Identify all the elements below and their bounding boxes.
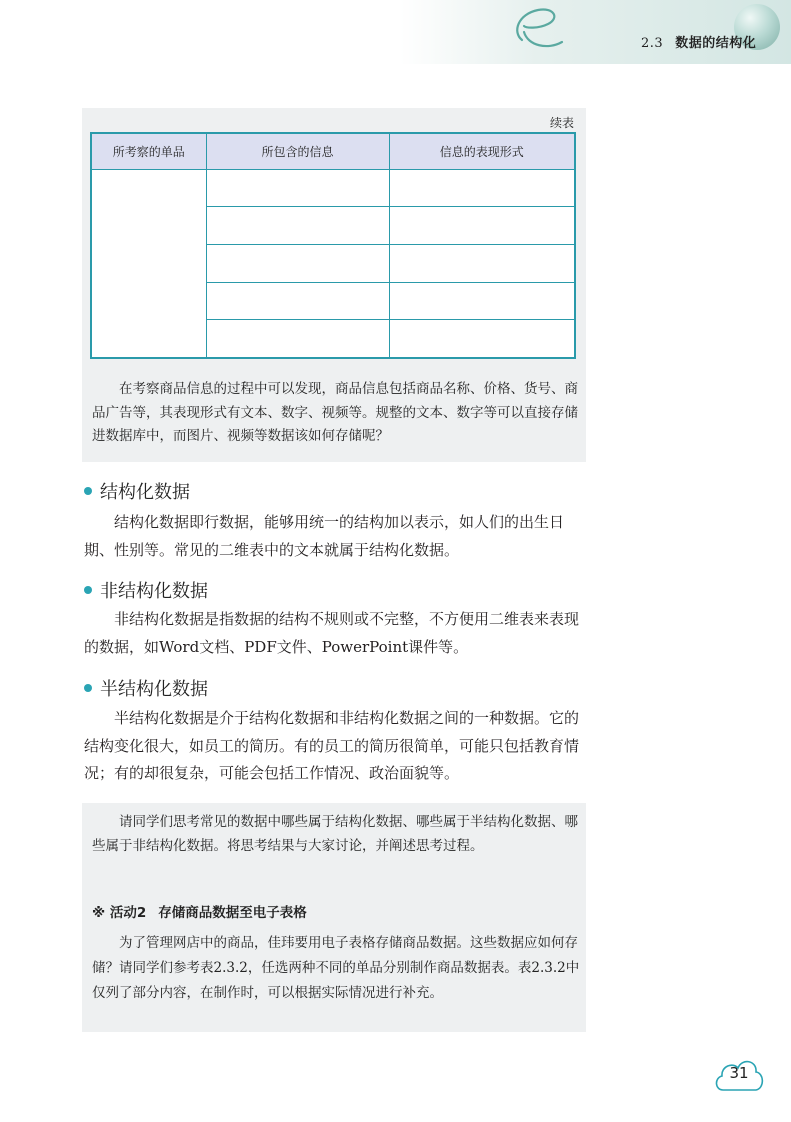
activity-label: 活动2 [109,905,147,921]
table-cell[interactable] [389,320,575,358]
think-box [82,803,586,1032]
e-logo-icon [508,2,568,58]
reference-mark: ※ [92,905,106,921]
section-body-structured: 结构化数据即行数据，能够用统一的结构加以表示，如人们的出生日期、性别等。常见的二维表中的文本就属于结构化数据。 [84,513,565,559]
table-cell[interactable] [206,282,389,320]
table-header-row [91,133,575,169]
table-box [82,108,586,462]
activity-title-text: 存储商品数据至电子表格 [158,905,307,921]
goods-info-table [90,132,576,359]
bullet-dot-icon [84,684,92,692]
table-cell[interactable] [389,169,575,207]
continued-label: 续表 [549,116,574,130]
page-number: 31 [729,1064,749,1082]
page-number-badge [713,1052,765,1094]
table-cell[interactable] [206,207,389,245]
table-cell[interactable] [206,169,389,207]
think-paragraph: 请同学们思考常见的数据中哪些属于结构化数据、哪些属于半结构化数据、哪些属于非结构化数据。将思考结果与大家讨论，并阐述思考过程。 [92,814,578,854]
section-number: 2.3 [641,36,664,51]
section-heading-text: 非结构化数据 [100,581,208,602]
table-box-paragraph: 在考察商品信息的过程中可以发现，商品信息包括商品名称、价格、货号、商品广告等，其表现形式有文本、数字、视频等。规整的文本、数字等可以直接存储进数据库中，而图片、视频等数据该如何存储呢？ [92,381,578,444]
column-header: 所考察的单品 [91,133,206,169]
table-row [91,169,575,207]
section-heading-semistructured [84,675,208,701]
section-body-semistructured: 半结构化数据是介于结构化数据和非结构化数据之间的一种数据。它的结构变化很大，如员工的简历。有的员工的简历很简单，可能只包括教育情况；有的却很复杂，可能会包括工作情况、政治面貌等。 [84,709,580,782]
table-cell[interactable] [389,244,575,282]
bullet-dot-icon [84,487,92,495]
activity-paragraph: 为了管理网店中的商品，佳玮要用电子表格存储商品数据。这些数据应如何存储？请同学们参考表2.3.2，任选两种不同的单品分别制作商品数据表。表2.3.2中仅列了部分内容，在制作时，可以根据实际情况进行补充。 [92,935,580,1001]
table-cell[interactable] [389,207,575,245]
section-heading-structured [84,478,190,504]
table-cell[interactable] [206,320,389,358]
table-cell-item[interactable] [91,169,206,358]
table-cell[interactable] [206,244,389,282]
column-header: 信息的表现形式 [389,133,575,169]
section-body-unstructured: 非结构化数据是指数据的结构不规则或不完整，不方便用二维表来表现的数据，如Word文档、PDF文件、PowerPoint课件等。 [84,610,580,656]
section-title: 数据的结构化 [675,36,757,51]
section-heading-text: 结构化数据 [100,482,190,503]
section-heading-unstructured [84,577,208,603]
bullet-dot-icon [84,586,92,594]
section-heading-text: 半结构化数据 [100,679,208,700]
column-header: 所包含的信息 [206,133,389,169]
table-cell[interactable] [389,282,575,320]
activity-title [92,901,307,921]
section-header [641,32,756,51]
